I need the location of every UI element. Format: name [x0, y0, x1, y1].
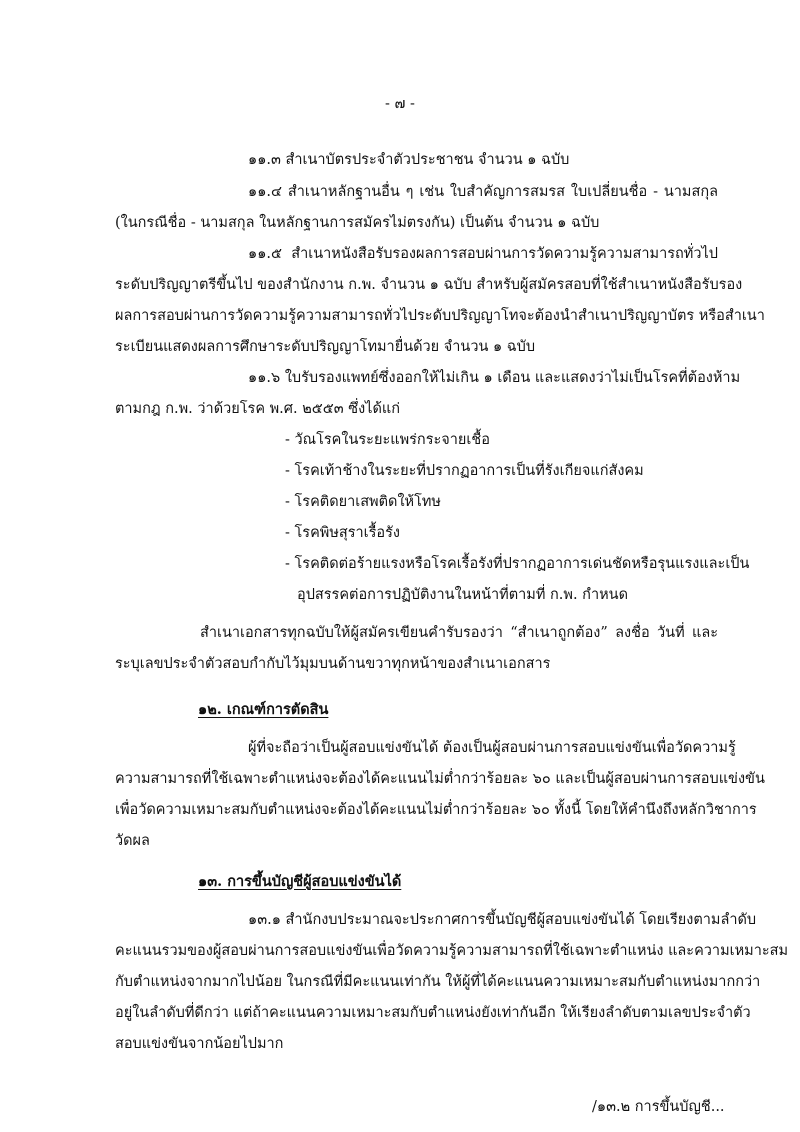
section-13-line-4: อยู่ในลำดับที่ดีกว่า แต่ถ้าคะแนนความเหมาะสมกับตำแหน่งยังเท่ากันอีก ให้เรียงลำดับตามเลขประจำตัว: [115, 1005, 751, 1021]
item-11-4-line-2: (ในกรณีชื่อ - นามสกุล ในหลักฐานการสมัครไม่ตรงกัน) เป็นต้น จำนวน ๑ ฉบับ: [115, 215, 600, 231]
disease-item: - โรคพิษสุราเรื้อรัง: [285, 525, 401, 541]
section-12-line-4: วัดผล: [115, 833, 150, 849]
item-11-5-line-2: ระดับปริญญาตรีขึ้นไป ของสำนักงาน ก.พ. จำนวน ๑ ฉบับ สำหรับผู้สมัครสอบที่ใช้สำเนาหนังสือรับรอง: [115, 277, 743, 293]
disease-item-continuation: อุปสรรคต่อการปฏิบัติงานในหน้าที่ตามที่ ก.พ. กำหนด: [297, 587, 628, 603]
section-12-heading: ๑๒. เกณฑ์การตัดสิน: [198, 701, 329, 718]
item-11-3: ๑๑.๓ สำเนาบัตรประจำตัวประชาชน จำนวน ๑ ฉบับ: [248, 152, 570, 168]
disease-item: - โรคติดยาเสพติดให้โทษ: [285, 494, 441, 510]
section-12-line-2: ความสามารถที่ใช้เฉพาะตำแหน่งจะต้องได้คะแนนไม่ต่ำกว่าร้อยละ ๖๐ และเป็นผู้สอบผ่านการสอบแข่งขัน: [115, 771, 765, 787]
disease-item: - โรคเท้าช้างในระยะที่ปรากฏอาการเป็นที่รังเกียจแก่สังคม: [285, 463, 644, 479]
section-13-heading: ๑๓. การขึ้นบัญชีผู้สอบแข่งขันได้: [198, 873, 402, 890]
section-13-line-1: ๑๓.๑ สำนักงบประมาณจะประกาศการขึ้นบัญชีผู้สอบแข่งขันได้ โดยเรียงตามลำดับ: [248, 912, 757, 928]
item-11-5-line-1: ๑๑.๕ สำเนาหนังสือรับรองผลการสอบผ่านการวัดความรู้ความสามารถทั่วไป: [248, 246, 718, 262]
copies-note-line-1: สำเนาเอกสารทุกฉบับให้ผู้สมัครเขียนคำรับรองว่า “สำเนาถูกต้อง” ลงชื่อ วันที่ และ: [200, 625, 718, 641]
section-13-line-3: กับตำแหน่งจากมากไปน้อย ในกรณีที่มีคะแนนเท่ากัน ให้ผู้ที่ได้คะแนนความเหมาะสมกับตำแหน่งมากกว่า: [115, 974, 761, 990]
disease-item: - วัณโรคในระยะแพร่กระจายเชื้อ: [285, 432, 490, 448]
page-number: - ๗ -: [385, 96, 415, 112]
item-11-5-line-4: ระเบียนแสดงผลการศึกษาระดับปริญญาโทมายื่นด้วย จำนวน ๑ ฉบับ: [115, 339, 536, 355]
item-11-5-line-3: ผลการสอบผ่านการวัดความรู้ความสามารถทั่วไประดับปริญญาโทจะต้องนำสำเนาปริญญาบัตร หรือสำเนา: [115, 308, 765, 324]
continuation-marker: /๑๓.๒ การขึ้นบัญชี...: [592, 1099, 725, 1115]
section-12-line-3: เพื่อวัดความเหมาะสมกับตำแหน่งจะต้องได้คะแนนไม่ต่ำกว่าร้อยละ ๖๐ ทั้งนี้ โดยให้คำนึงถึงหลักวิชาการ: [115, 802, 757, 818]
disease-item: - โรคติดต่อร้ายแรงหรือโรคเรื้อรังที่ปรากฏอาการเด่นชัดหรือรุนแรงและเป็น: [285, 556, 750, 572]
section-13-line-2: คะแนนรวมของผู้สอบผ่านการสอบแข่งขันเพื่อวัดความรู้ความสามารถที่ใช้เฉพาะตำแหน่ง และความเหมาะสม: [115, 943, 789, 959]
section-12-line-1: ผู้ที่จะถือว่าเป็นผู้สอบแข่งขันได้ ต้องเป็นผู้สอบผ่านการสอบแข่งขันเพื่อวัดความรู้: [248, 740, 736, 756]
copies-note-line-2: ระบุเลขประจำตัวสอบกำกับไว้มุมบนด้านขวาทุกหน้าของสำเนาเอกสาร: [115, 656, 551, 672]
item-11-4-line-1: ๑๑.๔ สำเนาหลักฐานอื่น ๆ เช่น ใบสำคัญการสมรส ใบเปลี่ยนชื่อ - นามสกุล: [248, 184, 718, 200]
item-11-6-line-1: ๑๑.๖ ใบรับรองแพทย์ซึ่งออกให้ไม่เกิน ๑ เดือน และแสดงว่าไม่เป็นโรคที่ต้องห้าม: [248, 370, 741, 386]
item-11-6-line-2: ตามกฎ ก.พ. ว่าด้วยโรค พ.ศ. ๒๕๕๓ ซึ่งได้แก่: [115, 401, 401, 417]
section-13-line-5: สอบแข่งขันจากน้อยไปมาก: [115, 1036, 284, 1052]
